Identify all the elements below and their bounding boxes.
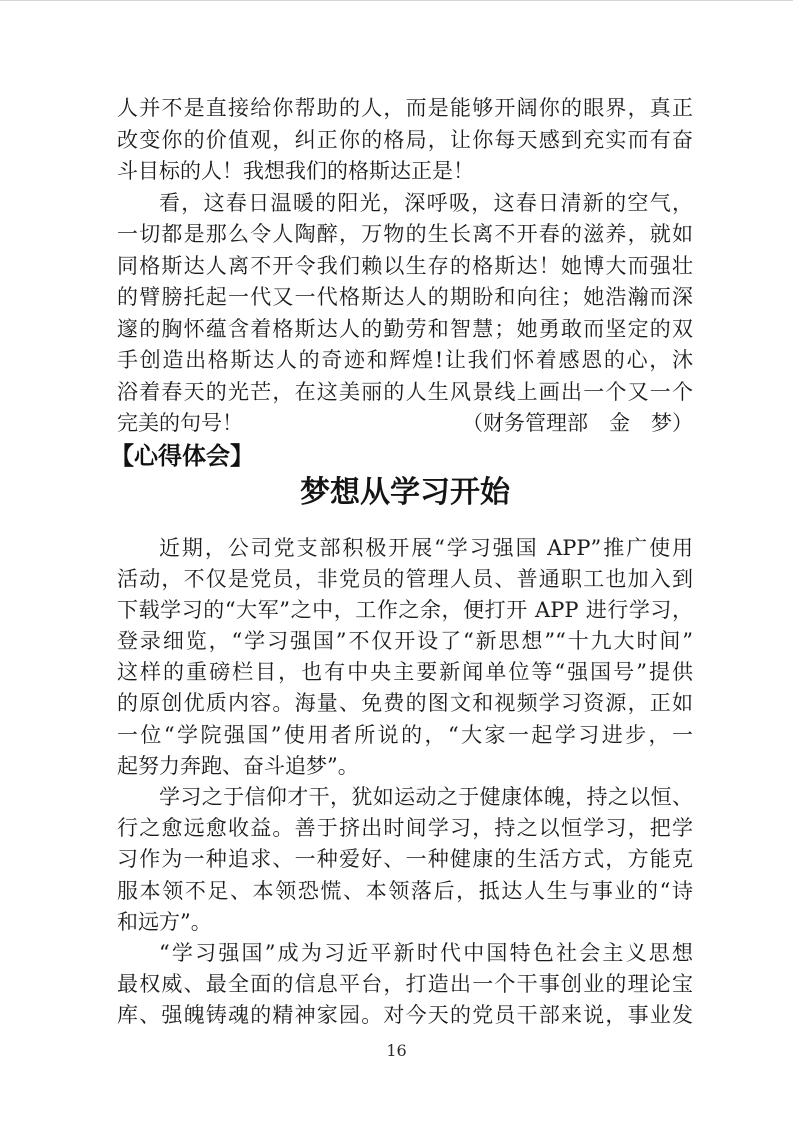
text-line: 一位“学院强国”使用者所说的，“大家一起学习进步，一 — [117, 722, 693, 747]
text-line: 下载学习的“大军”之中，工作之余，便打开 APP 进行学习， — [117, 597, 693, 622]
text-line: 这样的重磅栏目，也有中央主要新闻单位等“强国号”提供 — [117, 660, 693, 685]
text-line: 看，这春日温暖的阳光，深呼吸，这春日清新的空气， — [159, 190, 693, 215]
article-title: 梦想从学习开始 — [300, 474, 510, 510]
text-line: 服本领不足、本领恐慌、本领落后，抵达人生与事业的“诗 — [117, 878, 693, 903]
text-line: 同格斯达人离不开令我们赖以生存的格斯达！她博大而强壮 — [117, 253, 693, 278]
text-line: 斗目标的人！我想我们的格斯达正是！ — [117, 159, 474, 183]
text-line: 近期，公司党支部积极开展“学习强国 APP”推广使用 — [159, 535, 693, 560]
text-line: 习作为一种追求、一种爱好、一种健康的生活方式，方能克 — [117, 847, 693, 872]
text-line: 最权威、最全面的信息平台，打造出一个干事创业的理论宝 — [117, 972, 693, 997]
text-line — [117, 408, 693, 440]
section-heading: 【心得体会】 — [110, 440, 254, 470]
text-line: 活动，不仅是党员，非党员的管理人员、普通职工也加入到 — [117, 566, 693, 591]
page-content — [110, 93, 693, 1032]
text-line: 改变你的价值观，纠正你的格局，让你每天感到充实而有奋 — [117, 127, 693, 152]
text-line: 的原创优质内容。海量、免费的图文和视频学习资源，正如 — [117, 691, 693, 716]
text-line: 浴着春天的光芒，在这美丽的人生风景线上画出一个又一个 — [117, 379, 693, 404]
text-line: 和远方”。 — [117, 909, 212, 934]
line-text: 完美的句号！ — [117, 411, 243, 435]
text-line: 的臂膀托起一代又一代格斯达人的期盼和向往；她浩瀚而深 — [117, 285, 693, 309]
page-number: 16 — [386, 1041, 407, 1060]
text-line: 登录细览，“学习强国”不仅开设了“新思想”“十九大时间” — [117, 629, 693, 654]
attribution-text: （财务管理部 金 梦） — [462, 411, 693, 435]
text-line: 起努力奔跑、奋斗追梦”。 — [117, 753, 359, 778]
text-line: 行之愈远愈收益。善于挤出时间学习，持之以恒学习，把学 — [117, 816, 693, 841]
text-line: 人并不是直接给你帮助的人，而是能够开阔你的眼界，真正 — [117, 96, 693, 120]
text-line: “学习强国”成为习近平新时代中国特色社会主义思想 — [159, 940, 693, 965]
text-line: 库、强魄铸魂的精神家园。对今天的党员干部来说，事业发 — [117, 1003, 693, 1028]
paragraph-block-lower — [117, 533, 693, 1032]
text-line: 邃的胸怀蕴含着格斯达人的勤劳和智慧；她勇敢而坚定的双 — [117, 316, 693, 341]
text-line: 手创造出格斯达人的奇迹和辉煌!让我们怀着感恩的心，沐 — [117, 348, 693, 372]
text-line: 一切都是那么令人陶醉，万物的生长离不开春的滋养，就如 — [117, 222, 693, 246]
paragraph-block-upper — [117, 93, 693, 440]
text-line: 学习之于信仰才干，犹如运动之于健康体魄，持之以恒、 — [159, 785, 693, 809]
